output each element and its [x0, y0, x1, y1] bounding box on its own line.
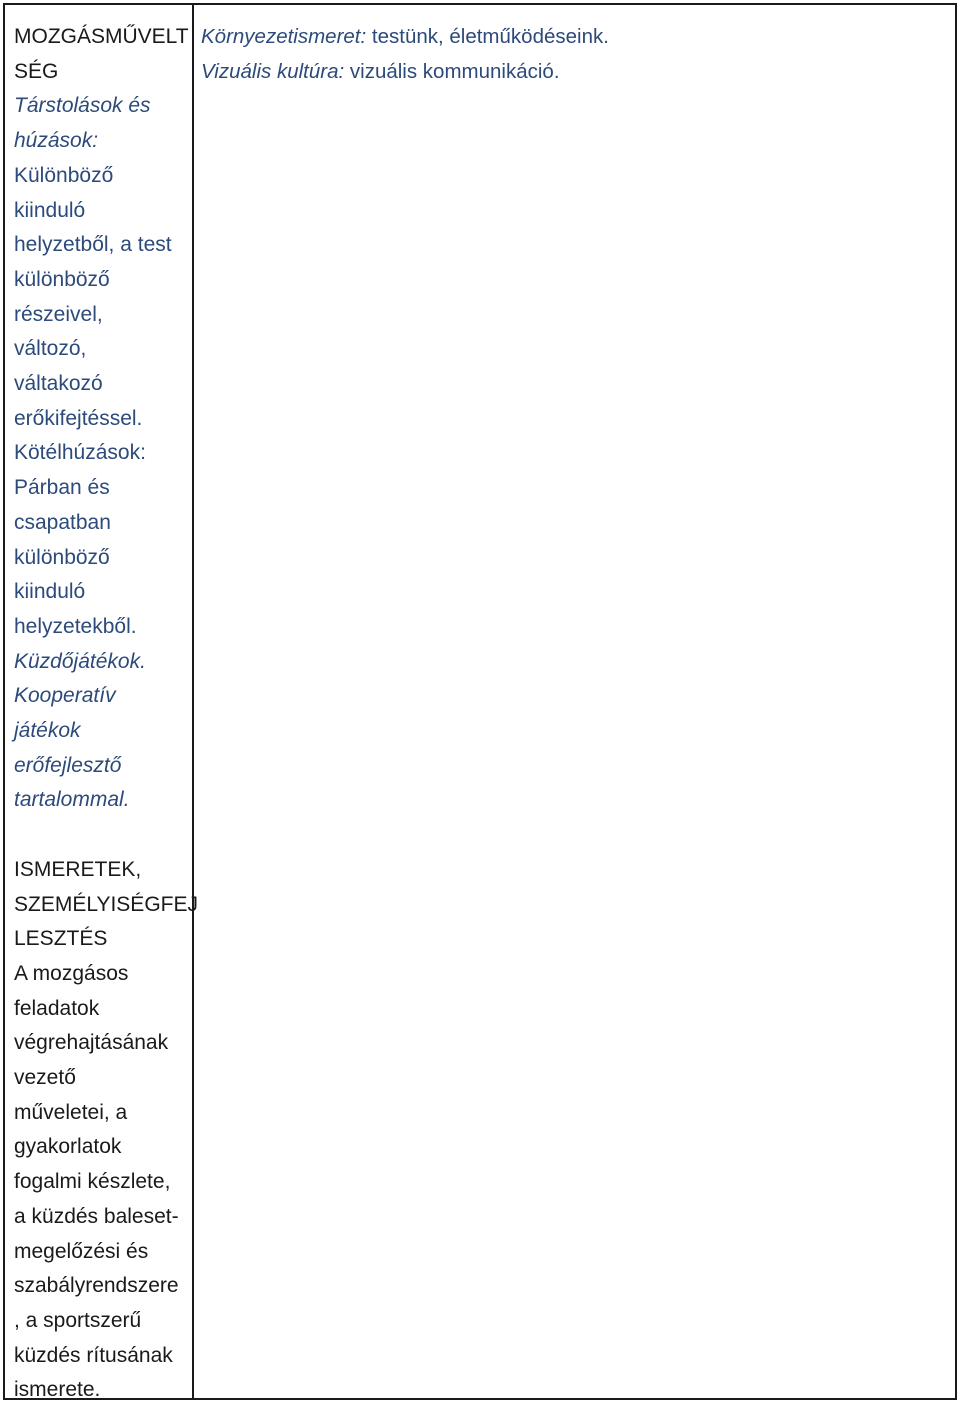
section-heading-line: MOZGÁSMŰVELT — [14, 25, 189, 48]
section-heading-line: ISMERETEK, — [14, 857, 142, 881]
subheading-line: tartalommal. — [14, 788, 130, 812]
body-line: erőkifejtéssel. — [14, 406, 143, 430]
body-line: változó, — [14, 337, 87, 361]
body-line: vezető — [14, 1066, 76, 1090]
section-heading-line: LESZTÉS — [14, 927, 108, 951]
body-line: küzdés rítusának — [14, 1343, 173, 1367]
body-line: szabályrendszere — [14, 1274, 179, 1298]
body-line: a küzdés baleset- — [14, 1204, 179, 1228]
cross-curricular-line-2 — [201, 55, 955, 90]
body-line: gyakorlatok — [14, 1135, 122, 1159]
right-column — [194, 5, 955, 1398]
subheading-line: Küzdőjátékok. — [14, 649, 146, 673]
body-line: műveletei, a — [14, 1100, 128, 1124]
subheading-line: húzások: — [14, 129, 99, 153]
section-heading-line: SZEMÉLYISÉGFEJ — [14, 892, 198, 916]
body-line: ismerete. — [14, 1378, 101, 1402]
subject-label: Környezetismeret: — [201, 25, 367, 48]
body-line: feladatok — [14, 996, 100, 1020]
body-line: Különböző — [14, 163, 114, 187]
section-mozgasmuveltseg — [14, 20, 192, 818]
body-line: kiinduló — [14, 198, 86, 222]
body-line: megelőzési és — [14, 1239, 149, 1263]
left-column — [5, 5, 198, 1402]
body-line: A mozgásos — [14, 961, 129, 985]
subheading-line: erőfejlesztő — [14, 753, 122, 777]
body-line: , a sportszerű — [14, 1309, 142, 1332]
body-line: helyzetekből. — [14, 614, 137, 638]
subheading-line: játékok — [14, 719, 81, 743]
subject-text: vizuális kommunikáció. — [344, 59, 560, 83]
subheading-line: Kooperatív — [14, 684, 116, 708]
subheading-line: Kötélhúzások: — [14, 441, 146, 465]
body-line: végrehajtásának — [14, 1031, 169, 1055]
subheading-line: Társtolások és — [14, 94, 151, 118]
body-line: helyzetből, a test — [14, 233, 172, 257]
cross-curricular-line-1 — [201, 20, 955, 55]
section-heading-line: SÉG — [14, 59, 59, 83]
body-line: különböző — [14, 545, 110, 569]
content-table — [3, 3, 957, 1400]
body-line: részeivel, — [14, 302, 103, 326]
body-line: váltakozó — [14, 372, 103, 396]
subject-text: testünk, életműködéseink. — [366, 25, 609, 48]
body-line: csapatban — [14, 510, 111, 534]
section-ismeretek — [14, 853, 198, 1408]
body-line: Párban és — [14, 476, 110, 500]
subject-label: Vizuális kultúra: — [201, 59, 345, 83]
body-line: különböző — [14, 267, 110, 291]
body-line: fogalmi készlete, — [14, 1170, 171, 1194]
body-line: kiinduló — [14, 580, 86, 604]
section-spacer — [14, 818, 192, 853]
